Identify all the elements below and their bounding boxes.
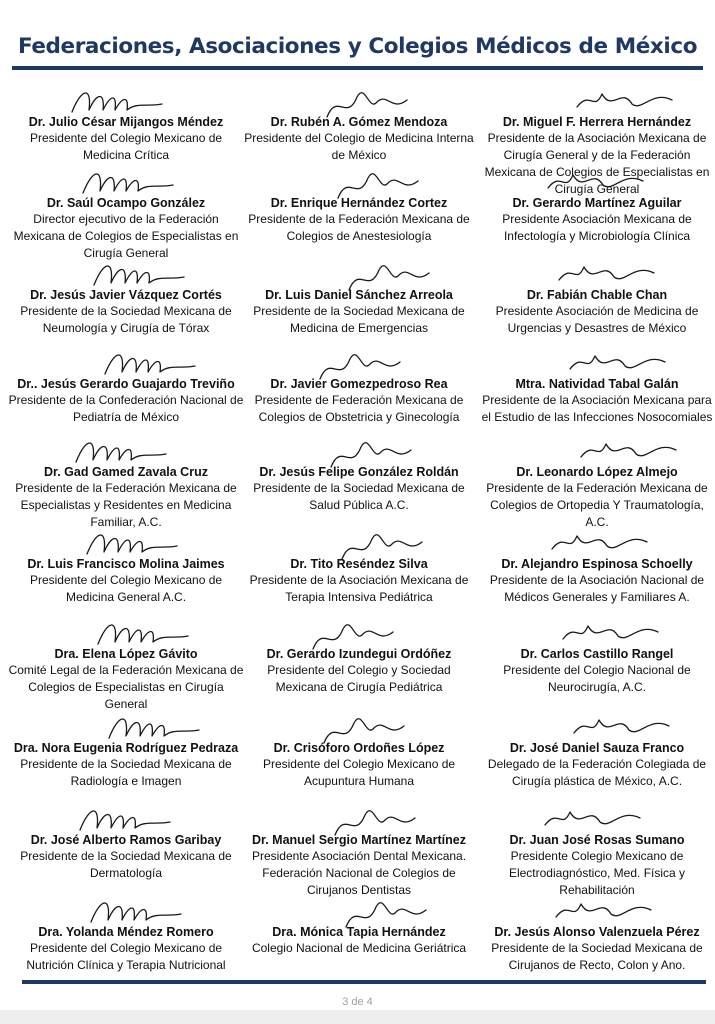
signatory-role: Delegado de la Federación Colegiada de Cirugía plástica de México, A.C. — [487, 757, 707, 788]
page-title: Federaciones, Asociaciones y Colegios Médicos de México — [17, 34, 698, 59]
signatory-role: Presidente de la Asociación Nacional de Médicos Generales y Familiares A. — [489, 573, 705, 604]
signatory-name: Dr. Julio César Mijangos Méndez — [28, 115, 224, 129]
signatory-name: Dra. Nora Eugenia Rodríguez Pedraza — [13, 741, 239, 755]
signatory-block — [240, 646, 478, 696]
signatory-name: Dr. Tito Reséndez Silva — [290, 557, 428, 571]
signatory-role: Presidente de la Sociedad Mexicana de Dermatología — [20, 849, 232, 880]
signatory-role: Presidente de la Asociación Mexicana para el Estudio de las Infecciones Nosocomiales — [481, 393, 713, 424]
signatory-name: Dr. Leonardo López Almejo — [516, 465, 678, 479]
signatory-block — [7, 287, 245, 337]
signatory-name: Dra. Elena López Gávito — [54, 647, 198, 661]
signatory-name: Dr. José Alberto Ramos Garibay — [30, 833, 222, 847]
signatory-role: Colegio Nacional de Medicina Geriátrica — [251, 941, 467, 955]
page-number: 3 de 4 — [342, 996, 373, 1008]
signatory-role: Presidente de la Sociedad Mexicana de Neumología y Cirugía de Tórax — [20, 304, 232, 335]
signatory-name: Dr. Carlos Castillo Rangel — [520, 647, 674, 661]
signatory-block — [240, 740, 478, 790]
signatory-block — [7, 114, 245, 164]
signatory-name: Dr. Manuel Sergio Martínez Martínez — [252, 833, 466, 847]
footer-rule — [22, 980, 706, 984]
signatory-role: Presidente de la Federación Mexicana de Colegios de Ortopedia Y Traumatología, A.C. — [486, 481, 708, 529]
signatory-role: Presidente de Federación Mexicana de Colegios de Obstetricia y Ginecología — [254, 393, 464, 424]
signatory-name: Dr. Juan José Rosas Sumano — [509, 833, 685, 847]
signatory-name: Dr. Javier Gomezpedroso Rea — [270, 377, 448, 391]
signatory-name: Dr. Rubén A. Gómez Mendoza — [270, 115, 448, 129]
signatory-name: Dr. Gad Gamed Zavala Cruz — [44, 465, 208, 479]
signatory-name: Dr. Alejandro Espinosa Schoelly — [501, 557, 693, 571]
signatory-block — [478, 924, 715, 974]
signatory-role: Presidente de la Asociación Mexicana de Cirugía General y de la Federación Mexicana de Colegios de Especialistas en Cirugía General — [484, 131, 710, 196]
signatory-name: Dr. Luis Francisco Molina Jaimes — [27, 557, 225, 571]
signatory-role: Presidente de la Sociedad Mexicana de Cirujanos de Recto, Colon y Ano. — [491, 941, 703, 972]
signatory-role: Presidente de la Sociedad Mexicana de Medicina de Emergencias — [253, 304, 465, 335]
signatory-role: Presidente Asociación Dental Mexicana. Federación Nacional de Colegios de Cirujanos Dentistas — [251, 849, 467, 897]
signatory-name: Dra. Yolanda Méndez Romero — [38, 925, 214, 939]
signatory-role: Presidente Colegio Mexicano de Electrodiagnóstico, Med. Física y Rehabilitación — [508, 849, 686, 897]
signatory-name: Dr. Miguel F. Herrera Hernández — [502, 115, 692, 129]
signatory-block — [240, 924, 478, 957]
signatory-name: Dr.. Jesús Gerardo Guajardo Treviño — [17, 377, 235, 391]
signatory-block — [7, 832, 245, 882]
signatory-name: Dr. Fabián Chable Chan — [526, 288, 668, 302]
signatory-block — [7, 464, 245, 531]
signatory-name: Mtra. Natividad Tabal Galán — [515, 377, 679, 391]
signatory-block — [478, 464, 715, 531]
signatory-name: Dr. José Daniel Sauza Franco — [509, 741, 685, 755]
signatory-block — [240, 556, 478, 606]
signatory-block — [240, 114, 478, 164]
signatory-role: Presidente de la Federación Mexicana de Colegios de Anestesiología — [248, 212, 470, 243]
signatory-role: Presidente del Colegio Mexicano de Medicina Crítica — [29, 131, 223, 162]
signatory-role: Presidente del Colegio Mexicano de Acupuntura Humana — [262, 757, 456, 788]
signatory-block — [478, 832, 715, 899]
signatory-block — [7, 646, 245, 713]
signatory-role: Presidente Asociación de Medicina de Urgencias y Desastres de México — [495, 304, 699, 335]
signatory-role: Presidente del Colegio Nacional de Neurocirugía, A.C. — [503, 663, 691, 694]
signatory-block — [240, 287, 478, 337]
signatory-block — [7, 195, 245, 262]
signatory-role: Comité Legal de la Federación Mexicana de Colegios de Especialistas en Cirugía General — [8, 663, 244, 711]
signatory-block — [240, 832, 478, 899]
signatory-block — [478, 646, 715, 696]
signatory-role: Presidente del Colegio Mexicano de Medicina General A.C. — [29, 573, 223, 604]
signatory-name: Dr. Luis Daniel Sánchez Arreola — [265, 288, 453, 302]
signatory-block — [7, 740, 245, 790]
signatory-name: Dr. Gerardo Izundegui Ordóñez — [266, 647, 452, 661]
signatory-name: Dr. Crisóforo Ordoñes López — [273, 741, 445, 755]
title-underline — [12, 66, 703, 70]
signatory-block — [7, 556, 245, 606]
signatory-block — [7, 924, 245, 974]
signatory-name: Dr. Jesús Felipe González Roldán — [259, 465, 459, 479]
signatory-block — [478, 287, 715, 337]
signatory-block — [478, 376, 715, 426]
signatory-role: Director ejecutivo de la Federación Mexicana de Colegios de Especialistas en Cirugía General — [13, 212, 239, 260]
signatory-block — [240, 376, 478, 426]
signatory-role: Presidente de la Federación Mexicana de Especialistas y Residentes en Medicina Familiar, A.C. — [15, 481, 237, 529]
signatory-role: Presidente de la Confederación Nacional de Pediatría de México — [8, 393, 244, 424]
signatory-role: Presidente del Colegio y Sociedad Mexicana de Cirugía Pediátrica — [267, 663, 451, 694]
signatory-role: Presidente Asociación Mexicana de Infectología y Microbiología Clínica — [502, 212, 692, 243]
signatory-name: Dr. Enrique Hernández Cortez — [270, 196, 448, 210]
signatory-block — [240, 464, 478, 514]
signatory-name: Dr. Gerardo Martínez Aguilar — [512, 196, 682, 210]
signatory-block — [478, 740, 715, 790]
signatory-name: Dr. Jesús Javier Vázquez Cortés — [30, 288, 222, 302]
signatory-block — [478, 195, 715, 245]
signatory-block — [7, 376, 245, 426]
signatory-block — [240, 195, 478, 245]
signatory-block — [478, 556, 715, 606]
signatory-block — [478, 114, 715, 198]
signatory-name: Dra. Mónica Tapia Hernández — [272, 925, 446, 939]
signatory-role: Presidente del Colegio de Medicina Interna de México — [244, 131, 474, 162]
signatory-name: Dr. Saúl Ocampo González — [46, 196, 206, 210]
signatory-role: Presidente del Colegio Mexicano de Nutrición Clínica y Terapia Nutricional — [26, 941, 226, 972]
signatory-role: Presidente de la Sociedad Mexicana de Radiología e Imagen — [20, 757, 232, 788]
signatory-role: Presidente de la Asociación Mexicana de Terapia Intensiva Pediátrica — [249, 573, 469, 604]
signatory-role: Presidente de la Sociedad Mexicana de Salud Pública A.C. — [253, 481, 465, 512]
signatory-name: Dr. Jesús Alonso Valenzuela Pérez — [494, 925, 700, 939]
